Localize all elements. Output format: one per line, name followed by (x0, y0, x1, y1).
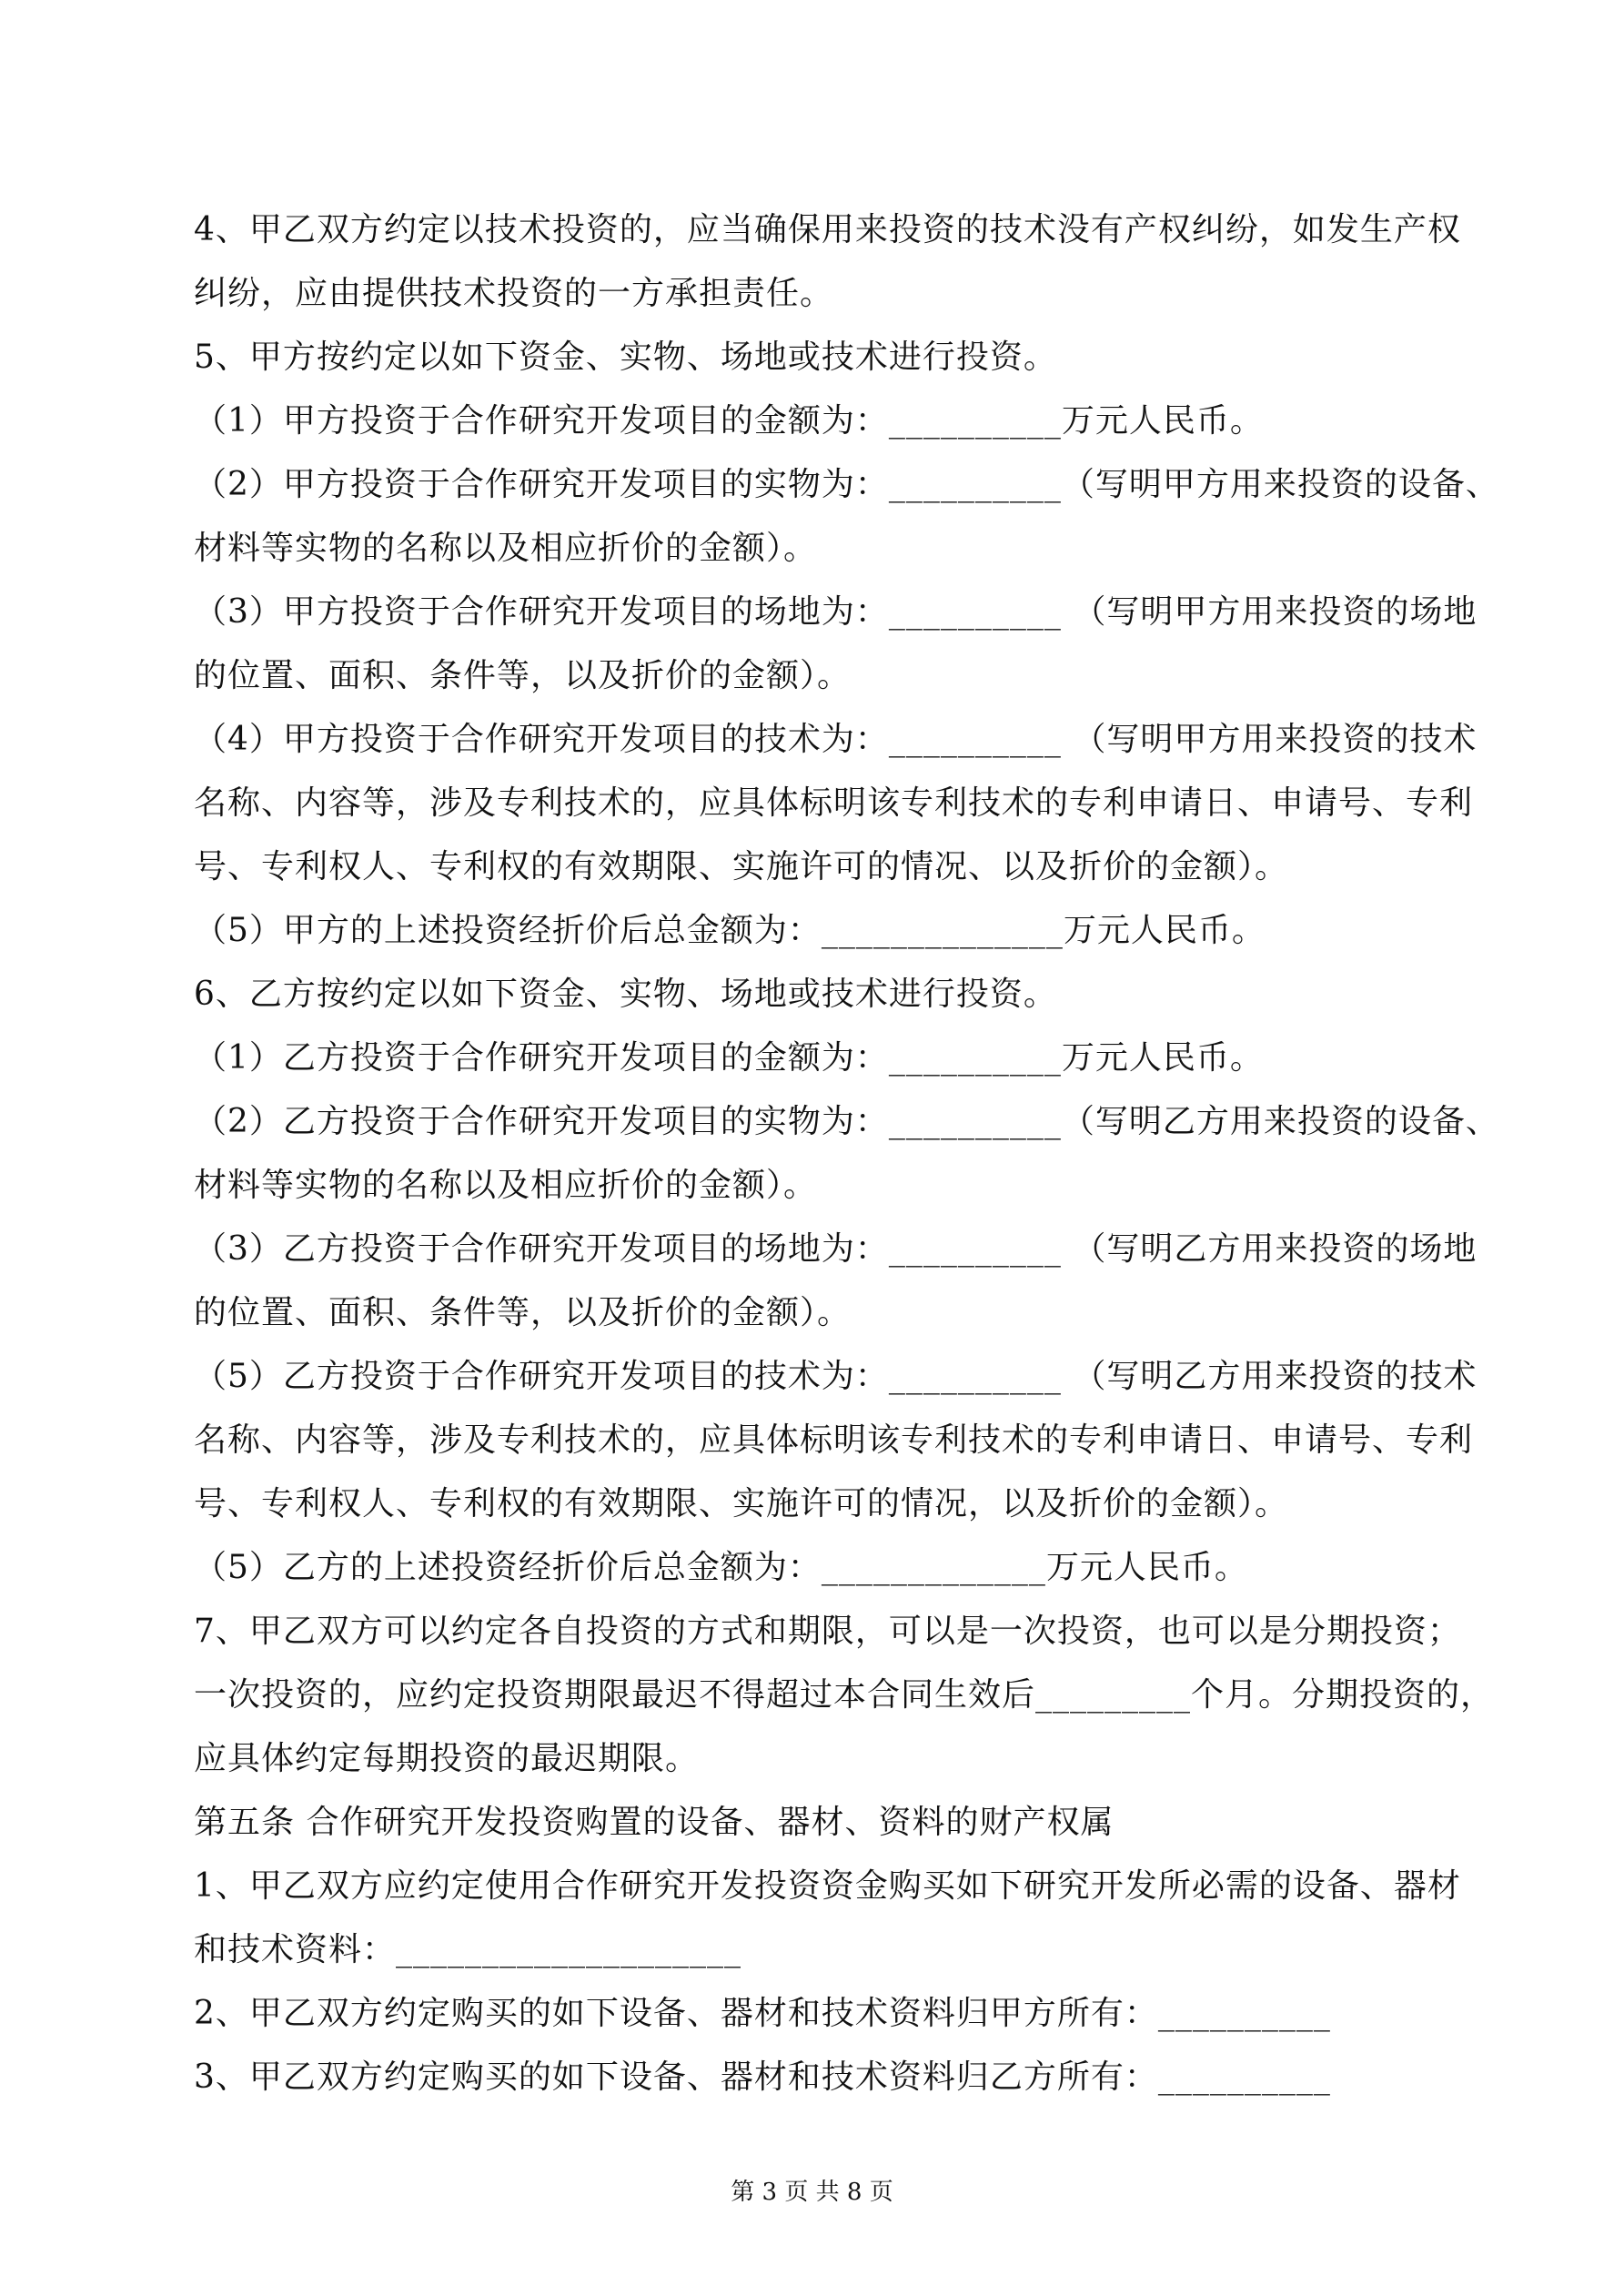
page-number-footer: 第 3 页 共 8 页 (731, 2179, 893, 2206)
text-line: 号、专利权人、专利权的有效期限、实施许可的情况，以及折价的金额）。 (194, 1485, 1289, 1522)
text-line: 应具体约定每期投资的最迟期限。 (194, 1740, 700, 1777)
text-line: 材料等实物的名称以及相应折价的金额）。 (194, 1167, 818, 1204)
text-line: 3、甲乙双方约定购买的如下设备、器材和技术资料归乙方所有：__________ (194, 2058, 1331, 2096)
text-line: （3）乙方投资于合作研究开发项目的场地为：__________ （写明乙方用来投资的场地 (194, 1230, 1478, 1268)
section-heading: 第五条 合作研究开发投资购置的设备、器材、资料的财产权属 (194, 1804, 1115, 1841)
text-line: 号、专利权人、专利权的有效期限、实施许可的情况、以及折价的金额）。 (194, 848, 1289, 885)
text-line: 一次投资的，应约定投资期限最迟不得超过本合同生效后_________个月。分期投资的， (194, 1676, 1495, 1714)
text-line: （3）甲方投资于合作研究开发项目的场地为：__________ （写明甲方用来投资的场地 (194, 593, 1478, 631)
text-line: 和技术资料：____________________ (194, 1931, 742, 1968)
text-line: （5）乙方投资于合作研究开发项目的技术为：__________ （写明乙方用来投资的技术 (194, 1358, 1478, 1395)
text-line: （4）甲方投资于合作研究开发项目的技术为：__________ （写明甲方用来投资的技术 (194, 721, 1478, 758)
text-line: 名称、内容等，涉及专利技术的，应具体标明该专利技术的专利申请日、申请号、专利 (194, 784, 1474, 822)
text-line: （5）甲方的上述投资经折价后总金额为：______________万元人民币。 (194, 912, 1266, 949)
text-line: 5、甲方按约定以如下资金、实物、场地或技术进行投资。 (194, 339, 1057, 376)
text-line: 材料等实物的名称以及相应折价的金额）。 (194, 530, 818, 567)
text-line: 的位置、面积、条件等，以及折价的金额）。 (194, 657, 852, 694)
text-line: 1、甲乙双方应约定使用合作研究开发投资资金购买如下研究开发所必需的设备、器材 (194, 1867, 1461, 1905)
text-line: （1）甲方投资于合作研究开发项目的金额为：__________万元人民币。 (194, 402, 1264, 440)
text-line: 2、甲乙双方约定购买的如下设备、器材和技术资料归甲方所有：__________ (194, 1995, 1331, 2032)
text-line: 纠纷，应由提供技术投资的一方承担责任。 (194, 275, 834, 312)
text-line: 4、甲乙双方约定以技术投资的，应当确保用来投资的技术没有产权纠纷，如发生产权 (194, 211, 1461, 248)
text-line: （1）乙方投资于合作研究开发项目的金额为：__________万元人民币。 (194, 1039, 1264, 1077)
text-line: （2）甲方投资于合作研究开发项目的实物为：__________（写明甲方用来投资的设备、 (194, 466, 1499, 503)
text-line: （2）乙方投资于合作研究开发项目的实物为：__________（写明乙方用来投资的设备、 (194, 1103, 1499, 1140)
text-line: 6、乙方按约定以如下资金、实物、场地或技术进行投资。 (194, 976, 1057, 1013)
text-line: 的位置、面积、条件等，以及折价的金额）。 (194, 1294, 852, 1331)
text-line: 7、甲乙双方可以约定各自投资的方式和期限，可以是一次投资，也可以是分期投资； (194, 1613, 1461, 1650)
document-body (194, 198, 1499, 2109)
text-line: （5）乙方的上述投资经折价后总金额为：_____________万元人民币。 (194, 1549, 1248, 1586)
text-line: 名称、内容等，涉及专利技术的，应具体标明该专利技术的专利申请日、申请号、专利 (194, 1421, 1474, 1459)
